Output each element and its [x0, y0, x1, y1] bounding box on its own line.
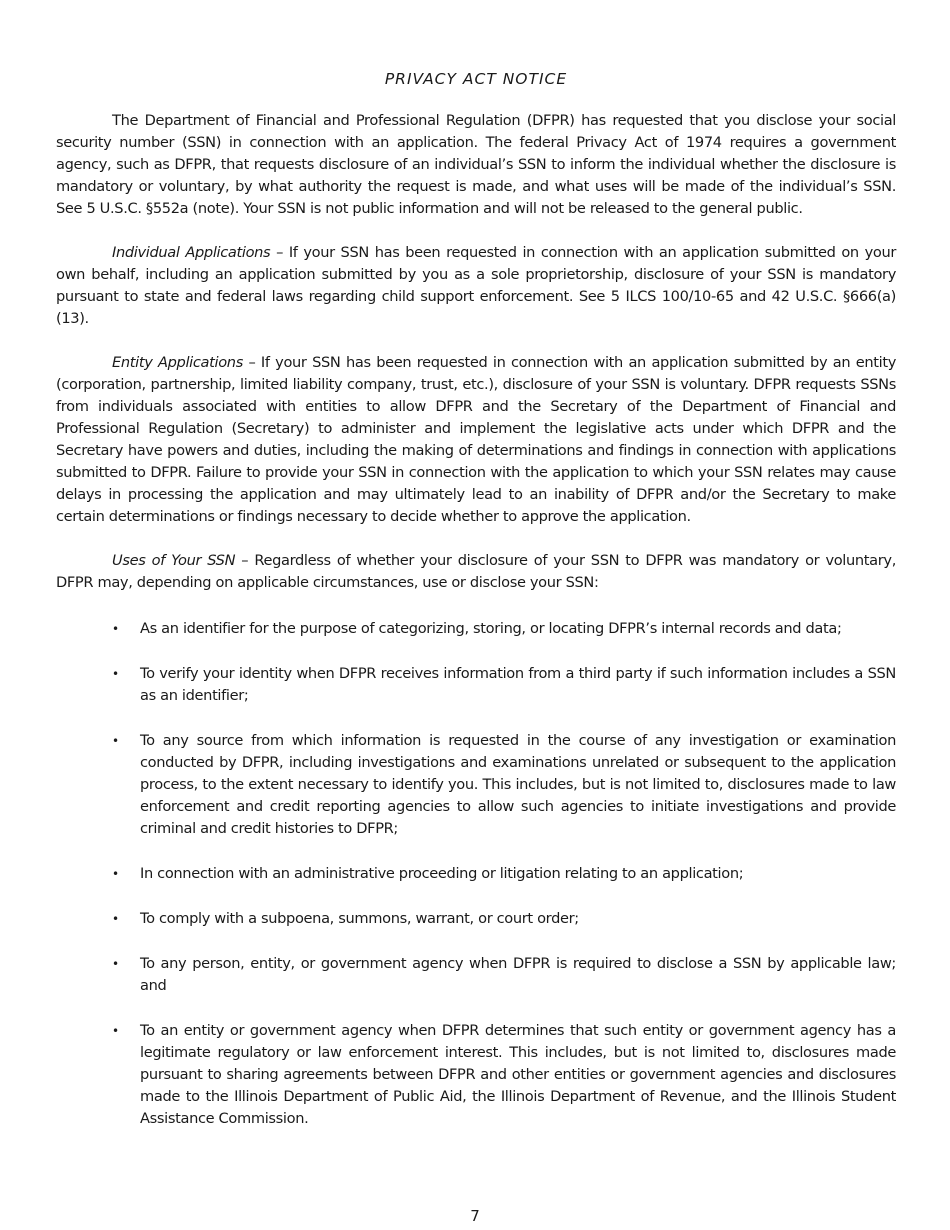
list-item [56, 1020, 896, 1130]
page-number: 7 [470, 1207, 480, 1225]
uses-paragraph [56, 550, 896, 594]
entity-applications-heading: Entity Applications [112, 354, 243, 371]
bullet-icon: • [112, 1024, 119, 1038]
list-item-text: To any person, entity, or government agency when DFPR is required to disclose a SSN by applicable law; and [140, 955, 896, 994]
individual-applications-text: – If your SSN has been requested in connection with an application submitted on your own behalf, including an application submitted by you as a sole proprietorship, disclosure of your SSN is mandatory pursuant to state and federal laws regarding child support enforcement. See 5 ILCS 100/10-65 and 42 U.S.C. §666(a)(13). [56, 244, 897, 327]
list-item [56, 953, 896, 997]
page-title: PRIVACY ACT NOTICE [384, 70, 568, 88]
bullet-icon: • [112, 667, 119, 681]
list-item [56, 908, 896, 930]
uses-heading: Uses of Your SSN [112, 552, 236, 569]
list-item [56, 618, 896, 640]
entity-applications-paragraph [56, 352, 896, 528]
bullet-icon: • [112, 957, 119, 971]
list-item [56, 663, 896, 707]
list-item [56, 863, 896, 885]
intro-paragraph: The Department of Financial and Professional Regulation (DFPR) has requested that you disclose your social security number (SSN) in connection with an application. The federal Privacy Act of 1974 requires a government agency, such as DFPR, that requests disclosure of an individual’s SSN to inform the individual whether the disclosure is mandatory or voluntary, by what authority the request is made, and what uses will be made of the individual’s SSN. See 5 U.S.C. §552a (note). Your SSN is not public information and will not be released to the general public. [56, 112, 896, 217]
list-item-text: To verify your identity when DFPR receives information from a third party if such information includes a SSN as an identifier; [140, 665, 896, 704]
list-item-text: To an entity or government agency when DFPR determines that such entity or government agency has a legitimate regulatory or law enforcement interest. This includes, but is not limited to, disclosures made pursuant to sharing agreements between DFPR and other entities or government agencies and disclosures made to the Illinois Department of Public Aid, the Illinois Department of Revenue, and the Illinois Student Assistance Commission. [140, 1022, 896, 1127]
list-item [56, 730, 896, 840]
bullet-icon: • [112, 622, 119, 636]
list-item-text: In connection with an administrative proceeding or litigation relating to an application; [140, 865, 744, 882]
bullet-icon: • [112, 912, 119, 926]
uses-list [56, 618, 896, 1130]
bullet-icon: • [112, 734, 119, 748]
individual-applications-heading: Individual Applications [112, 244, 271, 261]
bullet-icon: • [112, 867, 119, 881]
list-item-text: To comply with a subpoena, summons, warrant, or court order; [140, 910, 579, 927]
individual-applications-paragraph [56, 242, 896, 330]
list-item-text: As an identifier for the purpose of categorizing, storing, or locating DFPR’s internal records and data; [140, 620, 842, 637]
uses-text: – Regardless of whether your disclosure of your SSN to DFPR was mandatory or voluntary, DFPR may, depending on applicable circumstances, use or disclose your SSN: [56, 552, 896, 591]
document-page [56, 70, 896, 1153]
entity-applications-text: – If your SSN has been requested in connection with an application submitted by an entity (corporation, partnership, limited liability company, trust, etc.), disclosure of your SSN is voluntary. DFPR requests SSNs from individuals associated with entities to allow DFPR and the Secretary of the Department of Financial and Professional Regulation (Secretary) to administer and implement the legislative acts under which DFPR and the Secretary have powers and duties, including the making of determinations and findings in connection with applications submitted to DFPR. Failure to provide your SSN in connection with the application to which your SSN relates may cause delays in processing the application and may ultimately lead to an inability of DFPR and/or the Secretary to make certain determinations or findings necessary to decide whether to approve the application. [56, 354, 896, 525]
list-item-text: To any source from which information is requested in the course of any investigation or examination conducted by DFPR, including investigations and examinations unrelated or subsequent to the application process, to the extent necessary to identify you. This includes, but is not limited to, disclosures made to law enforcement and credit reporting agencies to allow such agencies to initiate investigations and provide criminal and credit histories to DFPR; [140, 732, 896, 837]
